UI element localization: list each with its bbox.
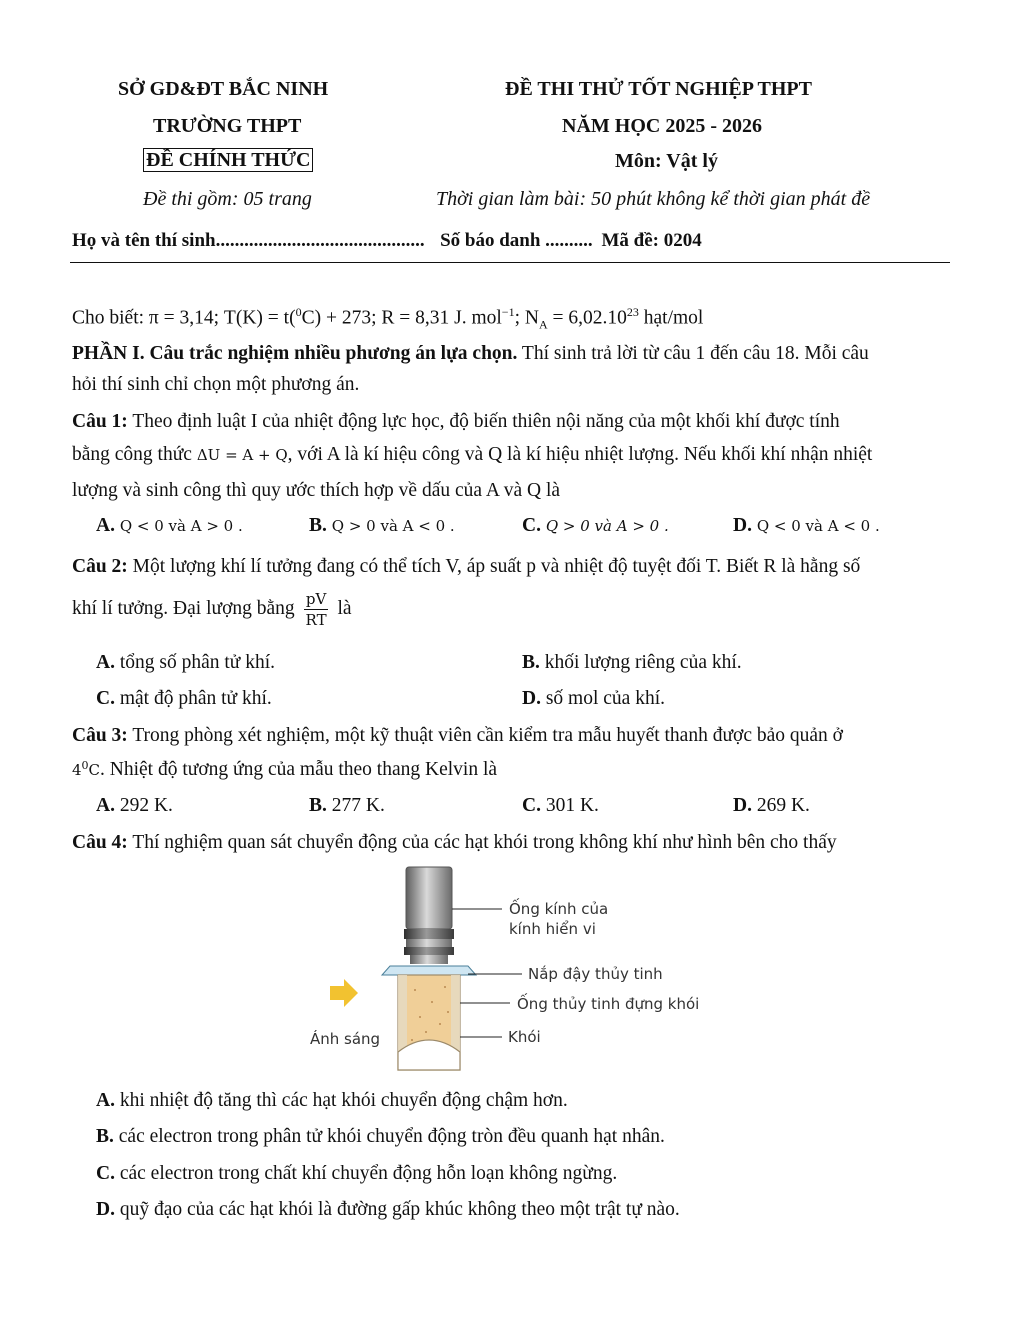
q2-option-c[interactable]: C. mật độ phân tử khí. bbox=[96, 688, 272, 709]
student-name-field: Họ và tên thí sinh............................................ bbox=[72, 230, 425, 251]
exam-code: Mã đề: 0204 bbox=[601, 230, 702, 251]
q4-option-d[interactable]: D. quỹ đạo của các hạt khói là đường gấp khúc không theo một trật tự nào. bbox=[96, 1199, 680, 1220]
student-info-line bbox=[72, 230, 702, 252]
q3-option-d[interactable]: D. 269 K. bbox=[733, 795, 810, 816]
q4-line1: Câu 4: Thí nghiệm quan sát chuyển động của các hạt khói trong không khí như hình bên cho thấy bbox=[72, 832, 837, 853]
label-lens-1: Ống kính của bbox=[509, 900, 609, 918]
label-smoke: Khói bbox=[508, 1028, 541, 1046]
header-divider bbox=[70, 262, 950, 263]
q4-option-c[interactable]: C. các electron trong chất khí chuyển động hỗn loạn không ngừng. bbox=[96, 1163, 618, 1184]
constants-line: Cho biết: π = 3,14; T(K) = t($^0$C) + 273; R = 8,31 J. mol$^{-1}$; $N_A = 6,02.10^{23}$ hạt/mol bbox=[72, 305, 704, 332]
q3-line2: $4^0C$. Nhiệt độ tương ứng của mẫu theo thang Kelvin là bbox=[72, 759, 498, 780]
q2-fraction: $\frac{pV}{RT}$ bbox=[305, 590, 327, 629]
q3-option-c[interactable]: C. 301 K. bbox=[522, 795, 599, 816]
light-arrow-icon bbox=[330, 979, 358, 1007]
label-lid: Nắp đậy thủy tinh bbox=[528, 965, 663, 983]
q2-option-d[interactable]: D. số mol của khí. bbox=[522, 688, 665, 709]
q4-option-b[interactable]: B. các electron trong phân tử khói chuyển động tròn đều quanh hạt nhân. bbox=[96, 1126, 665, 1147]
q1-option-d[interactable]: D. Q < 0 và A < 0 . bbox=[733, 515, 880, 536]
q2-option-a[interactable]: A. tổng số phân tử khí. bbox=[96, 652, 276, 673]
label-light: Ánh sáng bbox=[310, 1030, 381, 1048]
q1-option-c[interactable]: C. Q > 0 và A > 0 . bbox=[522, 515, 669, 536]
page-count: Đề thi gồm: 05 trang bbox=[143, 188, 312, 210]
school-department: SỞ GD&ĐT BẮC NINH bbox=[118, 78, 329, 100]
candidate-number-field: Số báo danh .......... bbox=[440, 230, 593, 251]
q1-option-a[interactable]: A. Q < 0 và A > 0 . bbox=[96, 515, 243, 536]
q1-option-b[interactable]: B. Q > 0 và A < 0 . bbox=[309, 515, 455, 536]
q3-temperature: $4^0C$ bbox=[72, 759, 101, 779]
school-name: TRƯỜNG THPT bbox=[153, 115, 302, 137]
q2-option-b[interactable]: B. khối lượng riêng của khí. bbox=[522, 652, 742, 673]
smoke-tube bbox=[398, 975, 460, 1070]
q3-option-a[interactable]: A. 292 K. bbox=[96, 795, 173, 816]
part1-heading: PHẦN I. Câu trắc nghiệm nhiều phương án lựa chọn. Thí sinh trả lời từ câu 1 đến câu 18. Mỗi câu bbox=[72, 343, 869, 364]
part1-instruction: hỏi thí sinh chỉ chọn một phương án. bbox=[72, 374, 360, 395]
q1-line2: bằng công thức ΔU = A + Q, với A là kí hiệu công và Q là kí hiệu nhiệt lượng. Nếu khối khí nhận nhiệt bbox=[72, 444, 873, 465]
glass-lid bbox=[382, 966, 476, 975]
q3-line1: Câu 3: Trong phòng xét nghiệm, một kỹ thuật viên cần kiểm tra mẫu huyết thanh được bảo quản ở bbox=[72, 725, 843, 746]
label-tube: Ống thủy tinh đựng khói bbox=[517, 995, 700, 1013]
q1-formula: ΔU = A + Q bbox=[196, 446, 288, 464]
brownian-motion-figure bbox=[300, 862, 720, 1077]
microscope-lens bbox=[404, 867, 454, 964]
exam-duration: Thời gian làm bài: 50 phút không kể thời gian phát đề bbox=[436, 188, 871, 210]
exam-title: ĐỀ THI THỬ TỐT NGHIỆP THPT bbox=[505, 78, 812, 100]
subject: Môn: Vật lý bbox=[615, 150, 718, 172]
q2-line2: khí lí tưởng. Đại lượng bằng $\frac{pV}{RT}$ là bbox=[72, 590, 352, 629]
label-lens-2: kính hiển vi bbox=[509, 920, 596, 938]
school-year: NĂM HỌC 2025 - 2026 bbox=[562, 115, 762, 137]
q2-line1: Câu 2: Một lượng khí lí tưởng đang có thể tích V, áp suất p và nhiệt độ tuyệt đối T. Biết R là hằng số bbox=[72, 556, 861, 577]
q1-line1: Câu 1: Theo định luật I của nhiệt động lực học, độ biến thiên nội năng của một khối khí được tính bbox=[72, 411, 840, 432]
q4-option-a[interactable]: A. khi nhiệt độ tăng thì các hạt khói chuyển động chậm hơn. bbox=[96, 1090, 568, 1111]
q3-option-b[interactable]: B. 277 K. bbox=[309, 795, 385, 816]
q1-line3: lượng và sinh công thì quy ước thích hợp về dấu của A và Q là bbox=[72, 480, 561, 501]
official-exam-badge: ĐỀ CHÍNH THỨC bbox=[143, 149, 313, 172]
